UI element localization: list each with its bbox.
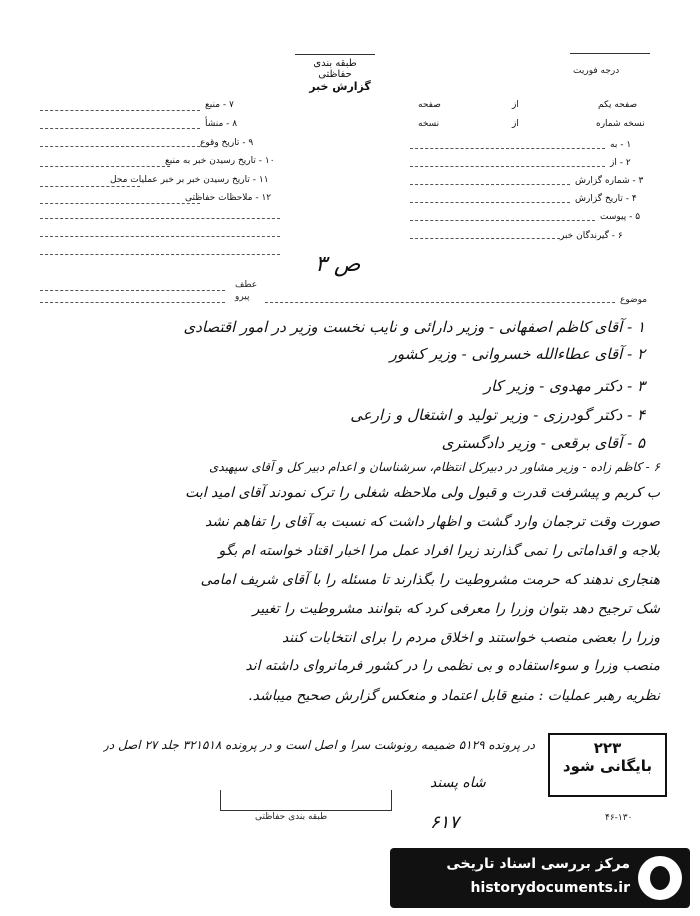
list-item: ۵ - آقای برقعی - وزیر دادگستری <box>441 434 645 452</box>
paragraph-line: بلاجه و اقداماتی را نمی گذارند زیرا افراد عمل مرا اخبار اقتاد خواسته ام بگو <box>218 543 660 559</box>
field-news-arrival-ops: ۱۱ - تاریخ رسیدن خبر بر خبر عملیات محل <box>110 175 269 185</box>
stamp-number: ۲۲۳ <box>593 739 622 757</box>
urgency-line <box>570 53 650 54</box>
field-page: صفحه <box>418 100 441 110</box>
field-news-arrival-source: ۱۰ - تاریخ رسیدن خبر به منبع <box>165 156 275 166</box>
paragraph-line: ب کریم و پیشرفت قدرت و قبول ولی ملاحظه شغلی را ترک نمودند آقای امید ابت <box>185 485 660 501</box>
paragraph-line: صورت وقت ترجمان وارد گشت و اظهار داشت که نسبت به آقای را تفاهم نشد <box>205 514 660 530</box>
field-source: ۷ - منبع <box>205 100 234 110</box>
archive-logo-icon <box>638 856 682 900</box>
field-report-date: ۴ - تاریخ گزارش <box>575 194 637 204</box>
field-report-number: ۳ - شماره گزارش <box>575 176 644 186</box>
field-page-label: صفحه یکم <box>598 100 638 110</box>
report-title: گزارش خبر <box>309 80 371 93</box>
paragraph-line: منصب وزرا و سوءاستفاده و بی نظمی را در کشور فرمانروای داشته اند <box>245 658 660 674</box>
page-mark: ص ۳ <box>315 252 361 277</box>
paragraph-line: شک ترجیح دهد بتوان وزرا را معرفی کرد که بتوانند مشروطیت را تغییر <box>252 601 660 617</box>
field-origin: ۸ - منشأ <box>205 119 238 129</box>
bottom-classification-box <box>220 790 392 811</box>
field-page-of: از <box>512 100 519 110</box>
classification-line <box>295 54 375 55</box>
list-item: ۲ - آقای عطاءالله خسروانی - وزیر کشور <box>389 345 645 363</box>
field-copy: نسخه <box>418 119 440 129</box>
watermark <box>390 848 690 908</box>
list-item: ۶ - کاظم زاده - وزیر مشاور در دبیرکل انتظام، سرشناسان و اعدام دبیر کل و آقای سپهبدی <box>208 460 660 474</box>
field-event-date: ۹ - تاریخ وقوع <box>200 138 254 148</box>
urgency-label: درجه فوریت <box>573 66 620 76</box>
field-to: ۱ - به <box>610 140 632 150</box>
bottom-classification: طبقه بندی حفاظتی <box>255 812 328 822</box>
classification-label: طبقه بندی حفاظتی <box>313 58 357 80</box>
watermark-url: historydocuments.ir <box>470 880 630 896</box>
field-copy-of: از <box>512 119 519 129</box>
handwritten-number: ۶۱۷ <box>430 812 460 833</box>
watermark-title: مرکز بررسی اسناد تاریخی <box>446 856 630 872</box>
list-item: ۱ - آقای کاظم اصفهانی - وزیر دارائی و نایب نخست وزیر در امور اقتصادی <box>183 318 645 336</box>
form-code: ۴۶-۱۳۰ <box>605 813 633 823</box>
field-from: ۲ - از <box>610 158 631 168</box>
field-attachment: ۵ - پیوست <box>600 212 641 222</box>
field-copy-label: نسخه شماره <box>596 119 645 129</box>
ref-label: عطف <box>235 280 258 290</box>
archive-stamp <box>548 733 667 797</box>
subject-label: موضوع <box>620 295 648 305</box>
paragraph-line: وزرا را بعضی منصب خواستند و اخلاق مردم را برای انتخابات کنند <box>281 630 660 646</box>
signature: شاه پسند <box>430 775 486 791</box>
operations-opinion: نظریه رهبر عملیات : منبع قابل اعتماد و منعکس گزارش صحیح میباشد. <box>248 688 660 704</box>
list-item: ۴ - دکتر گودرزی - وزیر تولید و اشتغال و زارعی <box>350 406 645 424</box>
list-item: ۳ - دکتر مهدوی - وزیر کار <box>483 377 645 395</box>
filing-note: در پرونده ۵۱۲۹ ضمیمه رونوشت سرا و اصل است و در پرونده ۳۲۱۵۱۸ جلد ۲۷ اصل در <box>103 738 535 752</box>
stamp-text: بایگانی شود <box>562 757 653 775</box>
follow-label: پیرو <box>235 292 250 302</box>
field-security-notes: ۱۲ - ملاحظات حفاظتی <box>185 193 272 203</box>
paragraph-line: هنجاری ندهند که حرمت مشروطیت را بگذارند تا مسئله را با آقای شریف امامی <box>200 572 660 588</box>
field-recipients: ۶ - گیرندگان خبر <box>560 231 623 241</box>
